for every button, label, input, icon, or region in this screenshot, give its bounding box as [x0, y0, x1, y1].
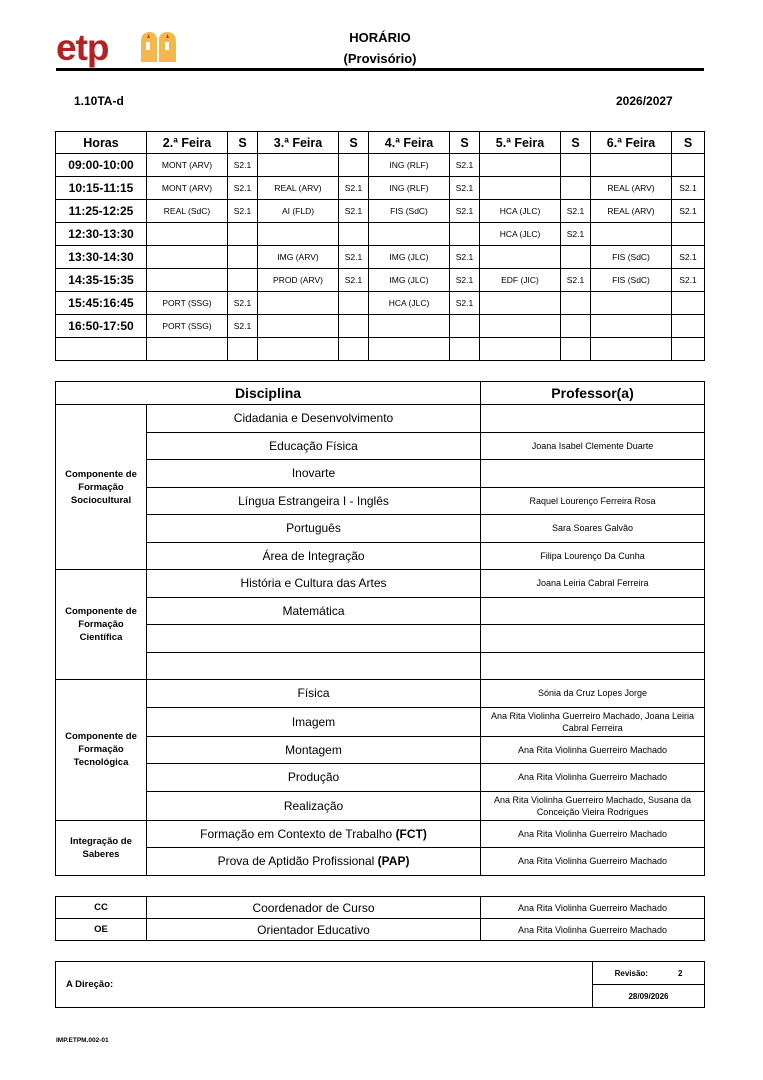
room-cell: S2.1: [561, 200, 591, 223]
component-label: Componente de Formação Sociocultural: [56, 405, 147, 570]
discipline-name: [147, 736, 481, 764]
room-cell: S2.1: [672, 177, 705, 200]
discipline-text: História e Cultura das Artes: [240, 576, 387, 591]
discipline-name: [147, 487, 481, 515]
discipline-text: Inovarte: [291, 466, 336, 481]
discipline-text: Matemática: [282, 603, 345, 618]
discipline-name: [147, 515, 481, 543]
subject-row: [56, 432, 705, 460]
direction-label: A Direção:: [56, 962, 593, 1008]
room-cell: S2.1: [339, 177, 369, 200]
room-cell: [561, 315, 591, 338]
class-cell: [480, 246, 561, 269]
subject-row: [56, 460, 705, 488]
discipline-header: Disciplina: [56, 382, 481, 405]
subject-row: [56, 707, 705, 736]
room-cell: [450, 223, 480, 246]
role-code: CC: [56, 897, 147, 919]
room-header: S: [339, 132, 369, 154]
discipline-abbr: (PAP): [377, 854, 410, 869]
class-cell: PORT (SSG): [147, 315, 228, 338]
class-cell: [258, 154, 339, 177]
teacher-name: [481, 652, 705, 680]
subject-row: [56, 680, 705, 708]
role-code: OE: [56, 919, 147, 941]
weekday-header: 3.ª Feira: [258, 132, 339, 154]
teacher-name: Ana Rita Violinha Guerreiro Machado: [481, 820, 705, 848]
timetable-row: [56, 315, 705, 338]
discipline-name: [147, 707, 481, 736]
room-cell: [672, 223, 705, 246]
weekday-header: 5.ª Feira: [480, 132, 561, 154]
room-cell: [672, 338, 705, 361]
discipline-text: Área de Integração: [262, 548, 365, 563]
document-code: IMP.ETPM.002-01: [56, 1037, 109, 1044]
class-cell: REAL (ARV): [591, 200, 672, 223]
class-cell: [147, 223, 228, 246]
timetable-header-row: [56, 132, 705, 154]
discipline-text: Produção: [287, 770, 340, 785]
room-cell: S2.1: [672, 246, 705, 269]
class-cell: [591, 223, 672, 246]
teacher-name: Ana Rita Violinha Guerreiro Machado: [481, 897, 705, 919]
revision-date: 28/09/2026: [593, 985, 705, 1008]
discipline-name: [147, 652, 481, 680]
discipline-name: [147, 820, 481, 848]
room-cell: S2.1: [450, 154, 480, 177]
teacher-header: Professor(a): [481, 382, 705, 405]
timetable-row: [56, 338, 705, 361]
room-cell: S2.1: [561, 269, 591, 292]
room-cell: S2.1: [561, 223, 591, 246]
role-name: Orientador Educativo: [147, 919, 481, 941]
discipline-abbr: (FCT): [395, 826, 427, 841]
room-cell: S2.1: [672, 269, 705, 292]
subject-row: [56, 405, 705, 433]
timetable-row: [56, 154, 705, 177]
subject-row: [56, 736, 705, 764]
room-cell: S2.1: [339, 246, 369, 269]
logo-text: etp: [56, 27, 109, 68]
discipline-name: [147, 597, 481, 625]
timetable-row: [56, 292, 705, 315]
class-cell: PROD (ARV): [258, 269, 339, 292]
teacher-name: Ana Rita Violinha Guerreiro Machado, Joana Leiria Cabral Ferreira: [481, 707, 705, 736]
teacher-name: Joana Isabel Clemente Duarte: [481, 432, 705, 460]
subject-row: [56, 487, 705, 515]
class-cell: EDF (JIC): [480, 269, 561, 292]
time-slot: [56, 338, 147, 361]
room-cell: [561, 246, 591, 269]
weekday-header: 6.ª Feira: [591, 132, 672, 154]
subject-row: [56, 652, 705, 680]
discipline-name: [147, 542, 481, 570]
time-slot: 16:50-17:50: [56, 315, 147, 338]
class-cell: [258, 338, 339, 361]
room-cell: [228, 223, 258, 246]
room-header: S: [561, 132, 591, 154]
teacher-name: Ana Rita Violinha Guerreiro Machado, Susana da Conceição Vieira Rodrigues: [481, 791, 705, 820]
discipline-name: [147, 764, 481, 792]
class-cell: ING (RLF): [369, 154, 450, 177]
room-cell: [672, 292, 705, 315]
room-cell: [672, 154, 705, 177]
timetable: [55, 131, 705, 361]
revision-cell: [593, 962, 705, 985]
class-cell: [147, 338, 228, 361]
teacher-name: [481, 460, 705, 488]
class-code: 1.10TA-d: [74, 94, 124, 108]
class-cell: IMG (JLC): [369, 269, 450, 292]
room-cell: [339, 338, 369, 361]
teacher-name: Joana Leiria Cabral Ferreira: [481, 570, 705, 598]
teacher-name: [481, 405, 705, 433]
room-cell: S2.1: [228, 292, 258, 315]
class-cell: PORT (SSG): [147, 292, 228, 315]
room-cell: [561, 177, 591, 200]
room-header: S: [450, 132, 480, 154]
hours-header: Horas: [56, 132, 147, 154]
discipline-name: [147, 460, 481, 488]
discipline-text: Realização: [283, 798, 344, 813]
time-slot: 12:30-13:30: [56, 223, 147, 246]
class-cell: [591, 338, 672, 361]
class-cell: [258, 292, 339, 315]
class-cell: REAL (ARV): [591, 177, 672, 200]
class-cell: [369, 223, 450, 246]
teacher-name: [481, 625, 705, 653]
class-cell: AI (FLD): [258, 200, 339, 223]
room-cell: [339, 315, 369, 338]
discipline-name: [147, 791, 481, 820]
class-cell: FIS (SdC): [369, 200, 450, 223]
class-cell: [369, 338, 450, 361]
discipline-name: [147, 570, 481, 598]
subject-row: [56, 764, 705, 792]
header-divider: [56, 68, 704, 71]
time-slot: 09:00-10:00: [56, 154, 147, 177]
teacher-name: [481, 597, 705, 625]
coordination-row: [56, 919, 705, 941]
class-cell: [369, 315, 450, 338]
class-cell: IMG (ARV): [258, 246, 339, 269]
room-cell: S2.1: [228, 315, 258, 338]
role-name: Coordenador de Curso: [147, 897, 481, 919]
room-cell: [339, 154, 369, 177]
class-cell: [480, 292, 561, 315]
room-cell: [228, 338, 258, 361]
time-slot: 14:35-15:35: [56, 269, 147, 292]
class-cell: MONT (ARV): [147, 177, 228, 200]
room-cell: S2.1: [339, 269, 369, 292]
class-cell: [591, 154, 672, 177]
room-cell: [561, 154, 591, 177]
subject-row: [56, 625, 705, 653]
timetable-row: [56, 177, 705, 200]
room-cell: [228, 269, 258, 292]
class-cell: HCA (JLC): [480, 223, 561, 246]
weekday-header: 2.ª Feira: [147, 132, 228, 154]
discipline-text: Formação em Contexto de Trabalho: [200, 826, 396, 841]
subject-row: [56, 542, 705, 570]
timetable-row: [56, 200, 705, 223]
subject-row: [56, 597, 705, 625]
discipline-text: Montagem: [285, 742, 342, 757]
class-cell: IMG (JLC): [369, 246, 450, 269]
room-cell: [561, 292, 591, 315]
component-label: Componente de Formação Científica: [56, 570, 147, 680]
time-slot: 13:30-14:30: [56, 246, 147, 269]
class-cell: REAL (ARV): [258, 177, 339, 200]
time-slot: 15:45:16:45: [56, 292, 147, 315]
room-cell: S2.1: [228, 200, 258, 223]
subject-row: [56, 848, 705, 876]
discipline-name: [147, 432, 481, 460]
coordination-table: [55, 896, 705, 941]
class-cell: ING (RLF): [369, 177, 450, 200]
teacher-name: Ana Rita Violinha Guerreiro Machado: [481, 919, 705, 941]
discipline-text: Educação Física: [269, 438, 358, 453]
room-cell: S2.1: [228, 177, 258, 200]
time-slot: 11:25-12:25: [56, 200, 147, 223]
room-header: S: [228, 132, 258, 154]
timetable-row: [56, 223, 705, 246]
class-cell: FIS (SdC): [591, 269, 672, 292]
room-cell: [672, 315, 705, 338]
room-header: S: [672, 132, 705, 154]
teacher-name: Ana Rita Violinha Guerreiro Machado: [481, 848, 705, 876]
timetable-row: [56, 269, 705, 292]
class-cell: [147, 246, 228, 269]
class-cell: REAL (SdC): [147, 200, 228, 223]
teacher-name: Sara Soares Galvão: [481, 515, 705, 543]
discipline-text: Língua Estrangeira I - Inglês: [238, 493, 389, 508]
room-cell: [228, 246, 258, 269]
class-cell: [591, 292, 672, 315]
class-cell: [591, 315, 672, 338]
room-cell: S2.1: [450, 292, 480, 315]
discipline-text: Prova de Aptidão Profissional: [217, 854, 378, 869]
class-cell: FIS (SdC): [591, 246, 672, 269]
class-cell: [480, 315, 561, 338]
room-cell: S2.1: [450, 200, 480, 223]
room-cell: S2.1: [672, 200, 705, 223]
component-label: Componente de Formação Tecnológica: [56, 680, 147, 821]
discipline-name: [147, 848, 481, 876]
room-cell: [561, 338, 591, 361]
subject-row: [56, 515, 705, 543]
page-subtitle: (Provisório): [343, 51, 417, 66]
room-cell: S2.1: [450, 177, 480, 200]
discipline-name: [147, 625, 481, 653]
school-logo: [56, 22, 181, 70]
component-label: Integração de Saberes: [56, 820, 147, 875]
signature-table: [55, 961, 705, 1008]
subject-row: [56, 820, 705, 848]
class-cell: [480, 154, 561, 177]
teacher-name: Raquel Lourenço Ferreira Rosa: [481, 487, 705, 515]
revision-label: Revisão:: [614, 968, 648, 978]
revision-value: 2: [677, 968, 683, 978]
room-cell: [450, 315, 480, 338]
teacher-name: Filipa Lourenço Da Cunha: [481, 542, 705, 570]
room-cell: S2.1: [450, 246, 480, 269]
room-cell: S2.1: [339, 200, 369, 223]
class-cell: HCA (JLC): [369, 292, 450, 315]
class-cell: [258, 223, 339, 246]
room-cell: [339, 292, 369, 315]
timetable-row: [56, 246, 705, 269]
subjects-header-row: [56, 382, 705, 405]
discipline-name: [147, 405, 481, 433]
discipline-name: [147, 680, 481, 708]
room-cell: [339, 223, 369, 246]
teacher-name: Ana Rita Violinha Guerreiro Machado: [481, 764, 705, 792]
class-cell: [480, 338, 561, 361]
discipline-text: Imagem: [291, 714, 336, 729]
class-cell: [147, 269, 228, 292]
time-slot: 10:15-11:15: [56, 177, 147, 200]
discipline-text: Português: [286, 521, 341, 536]
school-year: 2026/2027: [616, 94, 673, 108]
subject-row: [56, 570, 705, 598]
subjects-table: [55, 381, 705, 876]
subject-row: [56, 791, 705, 820]
class-cell: [480, 177, 561, 200]
weekday-header: 4.ª Feira: [369, 132, 450, 154]
page-title: HORÁRIO: [349, 30, 411, 45]
room-cell: [450, 338, 480, 361]
discipline-text: Cidadania e Desenvolvimento: [233, 411, 394, 426]
room-cell: S2.1: [228, 154, 258, 177]
room-cell: S2.1: [450, 269, 480, 292]
logo-castle-icon: [138, 28, 180, 64]
teacher-name: Ana Rita Violinha Guerreiro Machado: [481, 736, 705, 764]
coordination-row: [56, 897, 705, 919]
class-cell: [258, 315, 339, 338]
class-cell: MONT (ARV): [147, 154, 228, 177]
class-cell: HCA (JLC): [480, 200, 561, 223]
teacher-name: Sónia da Cruz Lopes Jorge: [481, 680, 705, 708]
discipline-text: Física: [297, 686, 330, 701]
